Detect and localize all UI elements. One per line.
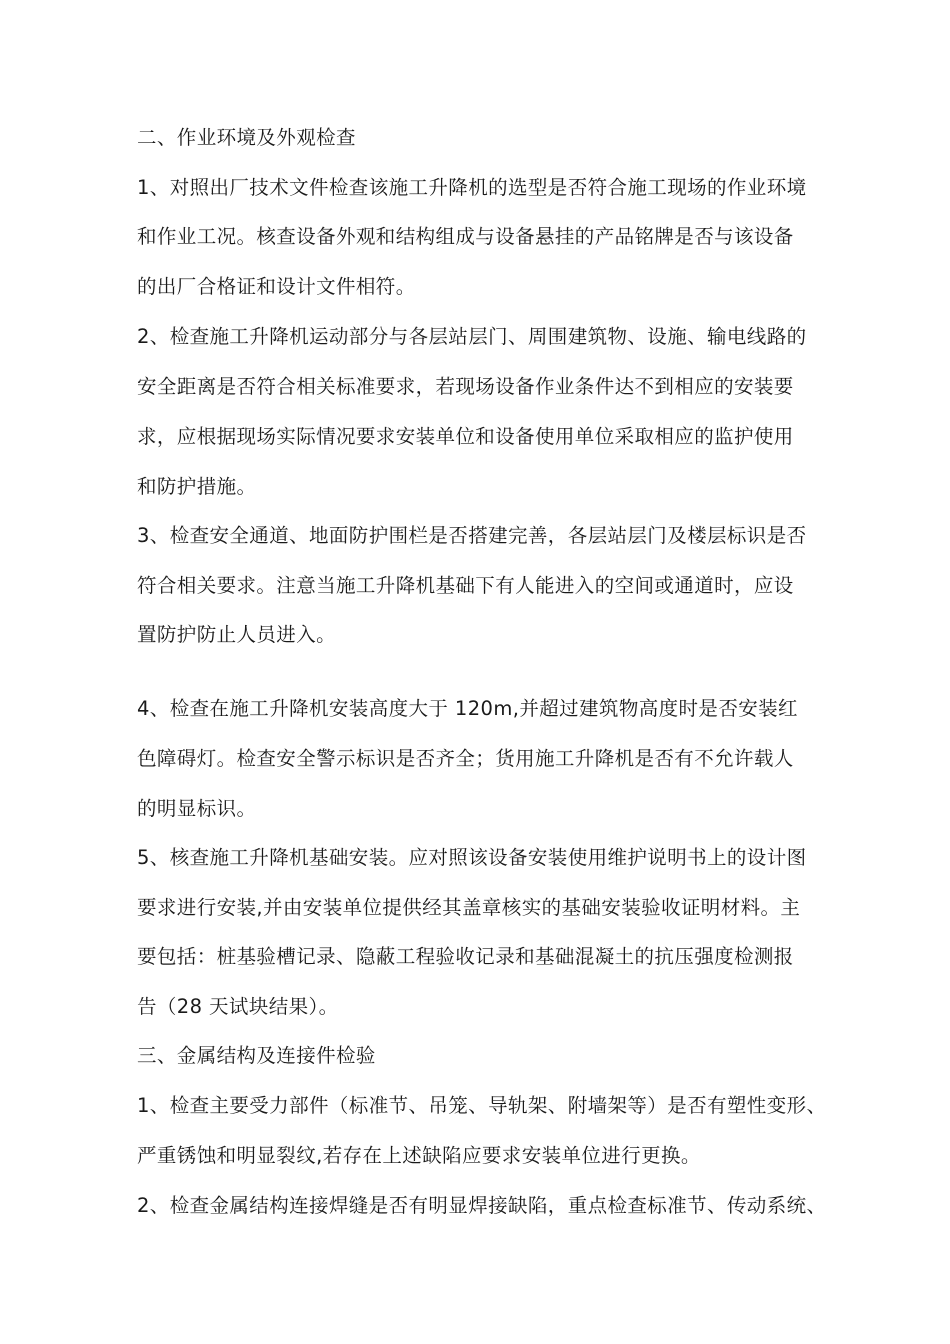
paragraph-line: 5、核查施工升降机基础安装。应对照该设备安装使用维护说明书上的设计图 <box>137 846 807 869</box>
section-heading-metal-structure: 三、金属结构及连接件检验 <box>137 1044 376 1067</box>
paragraph-line: 的明显标识。 <box>137 797 257 820</box>
paragraph-line: 严重锈蚀和明显裂纹,若存在上述缺陷应要求安装单位进行更换。 <box>137 1144 701 1167</box>
paragraph-line: 和防护措施。 <box>137 475 257 498</box>
paragraph-line: 要包括：桩基验槽记录、隐蔽工程验收记录和基础混凝土的抗压强度检测报 <box>137 945 794 968</box>
section-heading-environment: 二、作业环境及外观检查 <box>137 126 356 149</box>
paragraph-line: 1、对照出厂技术文件检查该施工升降机的选型是否符合施工现场的作业环境 <box>137 176 807 199</box>
paragraph-line: 符合相关要求。注意当施工升降机基础下有人能进入的空间或通道时，应设 <box>137 574 794 597</box>
paragraph-line: 2、检查金属结构连接焊缝是否有明显焊接缺陷，重点检查标准节、传动系统、 <box>137 1194 827 1217</box>
paragraph-line: 和作业工况。核查设备外观和结构组成与设备悬挂的产品铭牌是否与该设备 <box>137 225 794 248</box>
paragraph-line: 求，应根据现场实际情况要求安装单位和设备使用单位采取相应的监护使用 <box>137 425 794 448</box>
paragraph-line: 告（28 天试块结果）。 <box>137 995 339 1018</box>
paragraph-line: 2、检查施工升降机运动部分与各层站层门、周围建筑物、设施、输电线路的 <box>137 325 807 348</box>
paragraph-line: 安全距离是否符合相关标准要求，若现场设备作业条件达不到相应的安装要 <box>137 375 794 398</box>
paragraph-line: 3、检查安全通道、地面防护围栏是否搭建完善，各层站层门及楼层标识是否 <box>137 524 807 547</box>
paragraph-line: 置防护防止人员进入。 <box>137 623 337 646</box>
paragraph-line: 色障碍灯。检查安全警示标识是否齐全；货用施工升降机是否有不允许载人 <box>137 747 794 770</box>
paragraph-line: 1、检查主要受力部件（标准节、吊笼、导轨架、附墙架等）是否有塑性变形、 <box>137 1094 827 1117</box>
paragraph-line: 要求进行安装,并由安装单位提供经其盖章核实的基础安装验收证明材料。主 <box>137 896 801 919</box>
paragraph-line: 4、检查在施工升降机安装高度大于 120m,并超过建筑物高度时是否安装红 <box>137 697 798 720</box>
paragraph-line: 的出厂合格证和设计文件相符。 <box>137 275 416 298</box>
